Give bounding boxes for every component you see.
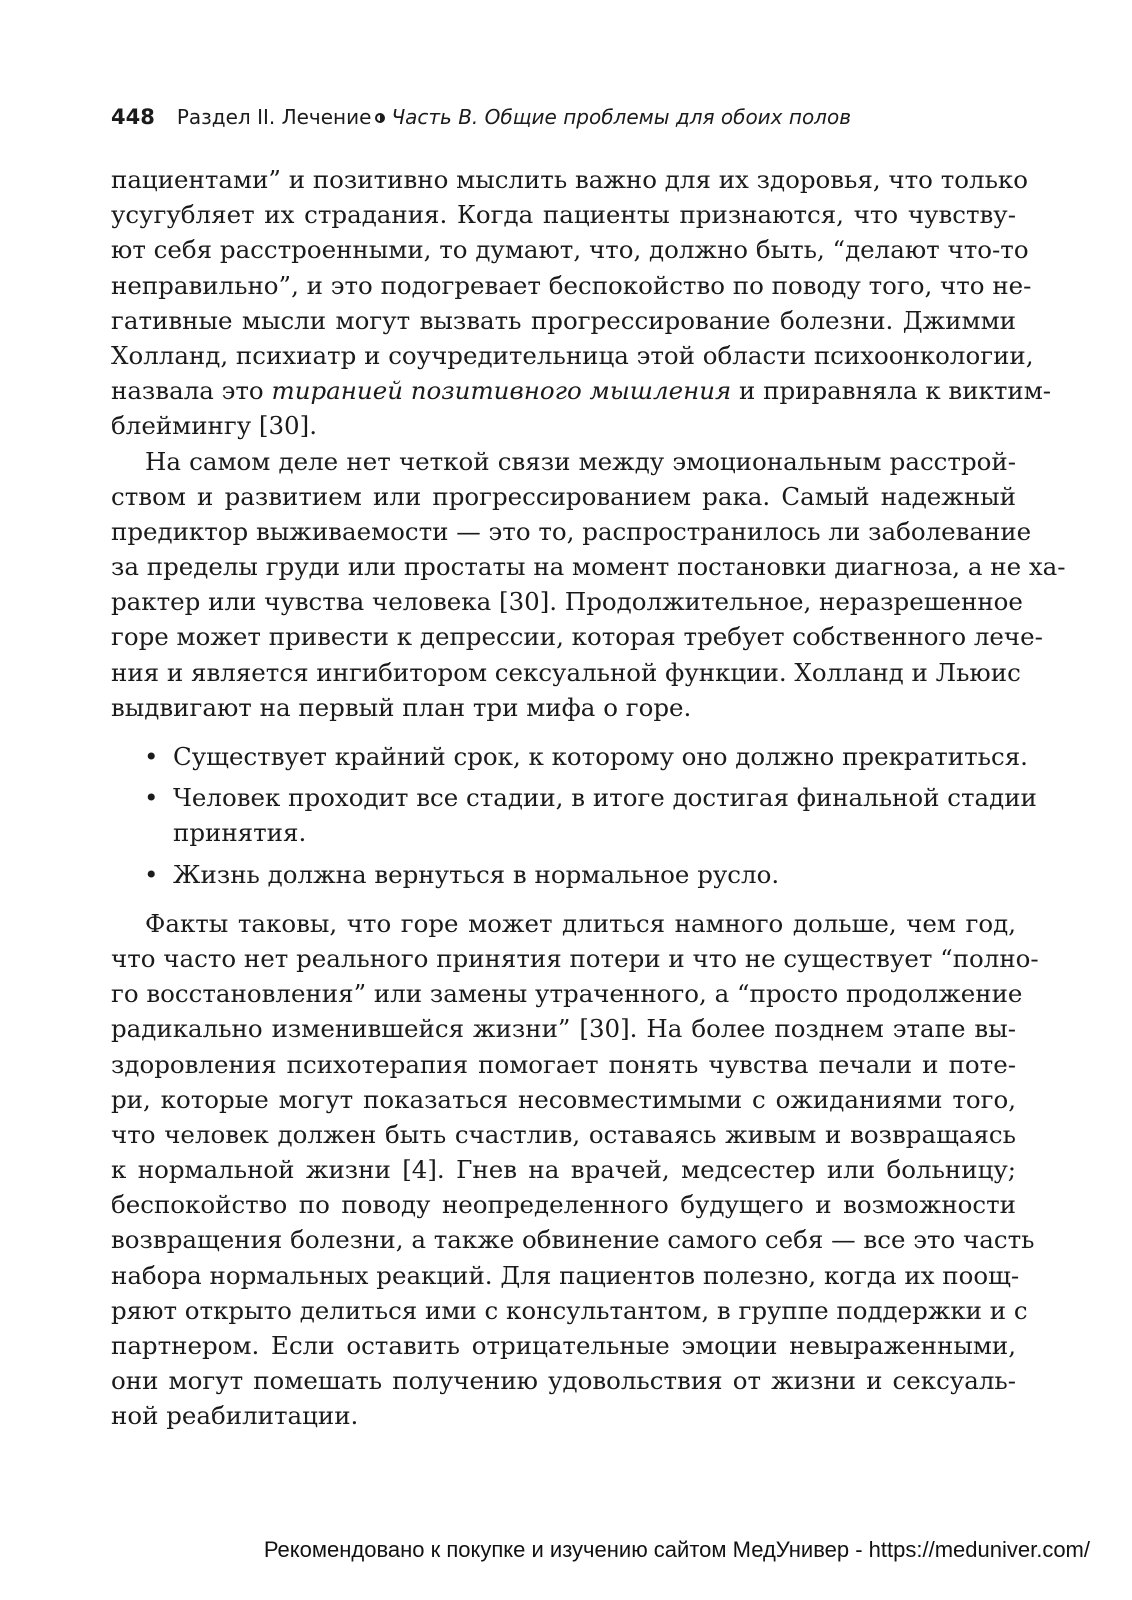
text-line: блеймингу [30]. [111,411,317,441]
text-line: ством и развитием или прогрессированием рака. Самый надежный [111,481,1016,511]
paragraph-2 [111,444,1066,726]
text-line: беспокойство по поводу неопределенного будущего и возможности [111,1190,1016,1220]
list-item-text: Человек проходит все стадии, в итоге достигая финальной стадии [173,783,1037,813]
spacer [111,892,1016,906]
text-line: здоровления психотерапия помогает понять чувства печали и поте- [111,1049,1016,1079]
text-line: предиктор выживаемости — это то, распространилось ли заболевание [111,516,1032,546]
bullet-list [111,739,1037,892]
text-line: что человек должен быть счастлив, оставаясь живым и возвращаясь [111,1119,1016,1149]
running-head [111,100,1011,134]
text-line: возвращения болезни, а также обвинение самого себя — все это часть [111,1225,1035,1255]
page-number: 448 [111,105,155,129]
text-line: ри, которые могут показаться несовместимыми с ожиданиями того, [111,1084,1016,1114]
text-line [111,739,1028,774]
text-line: за пределы груди или простаты на момент постановки диагноза, а не ха- [111,552,1066,582]
text-line [111,780,1037,815]
text-line: выдвигают на первый план три мифа о горе. [111,692,692,722]
text-line: го восстановления” или замены утраченного, а “просто продолжение [111,979,1023,1009]
text-fragment: и приравняла к виктим- [739,376,1052,406]
text-line: ной реабилитации. [111,1401,359,1431]
text-line: радикально изменившейся жизни” [30]. На более позднем этапе вы- [111,1014,1016,1044]
paragraph-1 [111,162,1052,444]
text-line: горе может привести к депрессии, которая требует собственного лече- [111,622,1043,652]
spacer [111,725,1016,739]
text-line: гативные мысли могут вызвать прогрессирование болезни. Джимми [111,305,1016,335]
section-title: Раздел II. Лечение [176,105,372,129]
watermark-link[interactable]: Рекомендовано к покупке и изучению сайтом МедУнивер - https://meduniver.com/ [263,1537,1090,1562]
text-line: партнером. Если оставить отрицательные эмоции невыраженными, [111,1331,1016,1360]
text-line: ряют открыто делиться ими с консультантом, в группе поддержки и с [111,1295,1028,1325]
text-line [111,373,1052,408]
text-line: к нормальной жизни [4]. Гнев на врачей, медсестер или больницу; [111,1155,1016,1185]
list-item-text: Существует крайний срок, к которому оно должно прекратиться. [173,742,1028,771]
text-line: они могут помешать получению удовольствия от жизни и сексуаль- [111,1366,1016,1396]
text-line: неправильно”, и это подогревает беспокойство по поводу того, что не- [111,270,1032,300]
text-line: пациентами” и позитивно мыслить важно для их здоровья, что только [111,165,1028,194]
text-fragment: назвала это [111,376,264,406]
text-line: набора нормальных реакций. Для пациентов полезно, когда их поощ- [111,1260,1020,1290]
paragraph-3 [111,906,1039,1434]
bullet-icon: • [144,859,159,889]
text-line: что часто нет реального принятия потери и что не существует “полно- [111,943,1039,973]
bullet-icon: • [144,783,159,813]
half-circle-separator-icon [375,113,385,123]
text-line: рактер или чувства человека [30]. Продолжительное, неразрешенное [111,587,1023,617]
list-item-text: Жизнь должна вернуться в нормальное русло. [173,859,780,889]
text-line: Факты таковы, что горе может длиться намного дольше, чем год, [145,908,1016,938]
text-line [111,857,1016,892]
part-title: Часть В. Общие проблемы для обоих полов [391,105,851,129]
text-line: На самом деле нет четкой связи между эмоциональным расстрой- [145,446,1016,476]
text-line: усугубляет их страдания. Когда пациенты признаются, что чувству- [111,200,1016,230]
body-text [111,162,1066,1434]
italic-term: тиранией позитивного мышления [271,376,732,406]
list-item [111,780,1037,850]
list-item [111,739,1028,774]
text-line: ния и является ингибитором сексуальной функции. Холланд и Льюис [111,657,1021,687]
list-item [111,857,1016,892]
text-line: принятия. [173,818,307,848]
bullet-icon: • [144,742,159,771]
text-line: Холланд, психиатр и соучредительница этой области психоонкологии, [111,340,1034,370]
text-line: ют себя расстроенными, то думают, что, должно быть, “делают что-то [111,235,1029,265]
